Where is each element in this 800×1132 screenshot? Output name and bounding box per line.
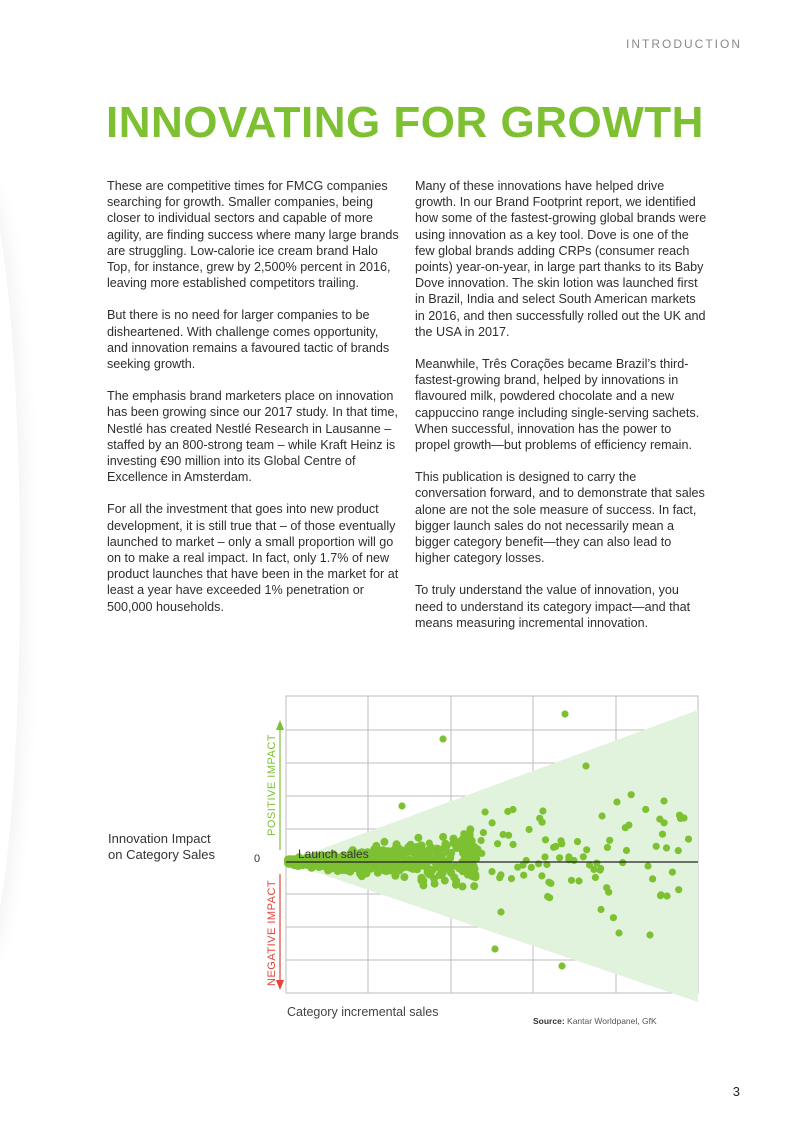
zero-label: 0 [254,853,261,865]
data-point [436,849,443,856]
data-point [414,834,422,842]
data-point [439,833,447,841]
data-point [358,872,366,880]
positive-arrowhead [276,720,284,730]
data-point [439,863,446,870]
data-point [582,762,589,769]
data-point [497,908,504,915]
data-point [500,831,507,838]
data-point [610,914,617,921]
data-point [615,929,622,936]
data-point [575,877,582,884]
data-point [460,830,467,837]
data-point [660,797,667,804]
data-point [395,850,402,857]
data-point [649,875,656,882]
data-point [659,831,666,838]
data-point [504,808,511,815]
positive-impact-label: POSITIVE IMPACT [266,733,278,836]
data-point [472,873,480,881]
data-point [542,836,549,843]
data-point [574,838,581,845]
data-point [459,883,467,891]
data-point [450,840,457,847]
data-point [405,860,412,867]
paragraph: This publication is designed to carry the conversation forward, and to demonstrate that sales alone are not the sole measure of success. In fact, bigger launch sales do not necessarily mean a bigger category benefit—they can also lead to higher category losses. [415,470,705,566]
data-point [592,874,599,881]
data-point [558,962,565,969]
data-point [380,838,388,846]
data-point [565,853,572,860]
data-point [372,842,380,850]
innovation-impact-chart [240,690,710,1002]
data-point [367,865,375,873]
data-point [445,849,452,856]
data-point [539,807,546,814]
x-axis-label: Category incremental sales [287,1005,439,1019]
negative-impact-label: NEGATIVE IMPACT [266,879,278,986]
data-point [561,710,568,717]
data-point [478,837,485,844]
data-point [480,829,487,836]
data-point [597,865,604,872]
data-point [523,857,530,864]
data-point [482,808,489,815]
data-point [424,868,432,876]
data-point [429,857,436,864]
data-point [488,868,495,875]
data-point [675,886,682,893]
data-point [398,802,405,809]
data-point [599,812,606,819]
data-point [471,865,479,873]
data-point [439,735,446,742]
data-point [669,869,676,876]
data-point [520,872,527,879]
data-point [622,824,629,831]
data-point [526,826,533,833]
data-point [623,847,630,854]
page-edge-shadow [0,180,20,960]
data-point [536,815,543,822]
data-point [465,837,472,844]
paragraph: The emphasis brand marketers place on innovation has been growing since our 2017 study. In that time, Nestlé has created Nestlé Research in Lausanne – staffed by an 800-strong team – while Kraft Heinz is investing €90 million into its Global Centre of Excellence in Amsterdam. [107,389,398,485]
paragraph: These are competitive times for FMCG companies searching for growth. Smaller companies, being closer to individual sectors and capable of more agility, are finding success where many large brands are struggling. Low-calorie ice cream brand Halo Top, for instance, grew by 2,500% percent in 2016, leaving more established competitors trailing. [107,179,399,291]
data-point [646,931,653,938]
data-point [514,864,521,871]
data-point [491,945,498,952]
right-column [415,178,707,647]
data-point [346,862,354,870]
data-point [556,854,563,861]
data-point [538,872,545,879]
data-point [417,877,425,885]
data-point [462,849,470,857]
paragraph: Meanwhile, Três Corações became Brazil’s third-fastest-growing brand, helped by innovations in flavoured milk, powdered chocolate and a new cappuccino range including single-serving sachets. When successful, innovation has the power to propel growth—but problems of efficiency remain. [415,357,700,453]
data-point [663,844,670,851]
page-title: INNOVATING FOR GROWTH [106,98,704,147]
data-point [456,840,463,847]
data-point [404,843,411,850]
paragraph: For all the investment that goes into new product development, it is still true that – of those eventually launched to market – only a small proportion will go on to make a real impact. In fact, only 1.7% of new product launches that have been in the market for at least a year have exceeded 1% penetration or 500,000 households. [107,502,399,614]
data-point [663,892,670,899]
data-point [558,840,565,847]
data-point [597,906,604,913]
paragraph: Many of these innovations have helped drive growth. In our Brand Footprint report, we identified how some of the fastest-growing global brands were using innovation as a key tool. Dove is one of the few global brands adding CRPs (consumer reach points) year-on-year, in large part thanks to its Baby Dove innovation. The skin lotion was launched first in Brazil, India and select South American markets in 2016, and then successfully rolled out the UK and the USA in 2017. [415,179,707,339]
data-point [628,791,635,798]
data-point [496,874,503,881]
source-note [533,1016,657,1026]
data-point [473,850,480,857]
source-text: Kantar Worldpanel, GfK [567,1016,657,1026]
launch-sales-label: Launch sales [298,847,369,861]
paragraph: But there is no need for larger companies to be disheartened. With challenge comes opportunity, and innovation remains a favoured tactic of brands seeking growth. [107,308,390,372]
data-point [680,814,687,821]
data-point [417,841,424,848]
data-point [642,806,649,813]
data-point [613,798,620,805]
chart-caption-line: Innovation Impact [108,831,211,846]
section-label: INTRODUCTION [626,37,742,51]
data-point [604,844,611,851]
data-point [568,877,575,884]
data-point [605,889,612,896]
data-point [657,892,664,899]
paragraph: To truly understand the value of innovation, you need to understand its category impact—and that means measuring incremental innovation. [415,583,691,630]
data-point [528,864,535,871]
data-point [470,882,478,890]
data-point [447,869,455,877]
data-point [426,840,433,847]
data-point [535,860,542,867]
data-point [455,865,462,872]
data-point [685,836,692,843]
data-point [400,873,408,881]
data-point [510,841,517,848]
data-point [422,850,429,857]
chart-caption [108,831,215,863]
data-point [583,846,590,853]
page-number: 3 [732,1084,740,1099]
data-point [606,837,613,844]
data-point [661,819,668,826]
data-point [489,819,496,826]
data-point [494,840,501,847]
data-point [675,847,682,854]
data-point [644,862,651,869]
chart-caption-line: on Category Sales [108,847,215,862]
data-point [431,880,439,888]
data-point [546,894,553,901]
left-column [107,178,399,631]
data-point [508,875,515,882]
data-point [653,843,660,850]
data-point [541,853,548,860]
data-point [580,853,587,860]
data-point [547,880,554,887]
source-label: Source: [533,1016,565,1026]
